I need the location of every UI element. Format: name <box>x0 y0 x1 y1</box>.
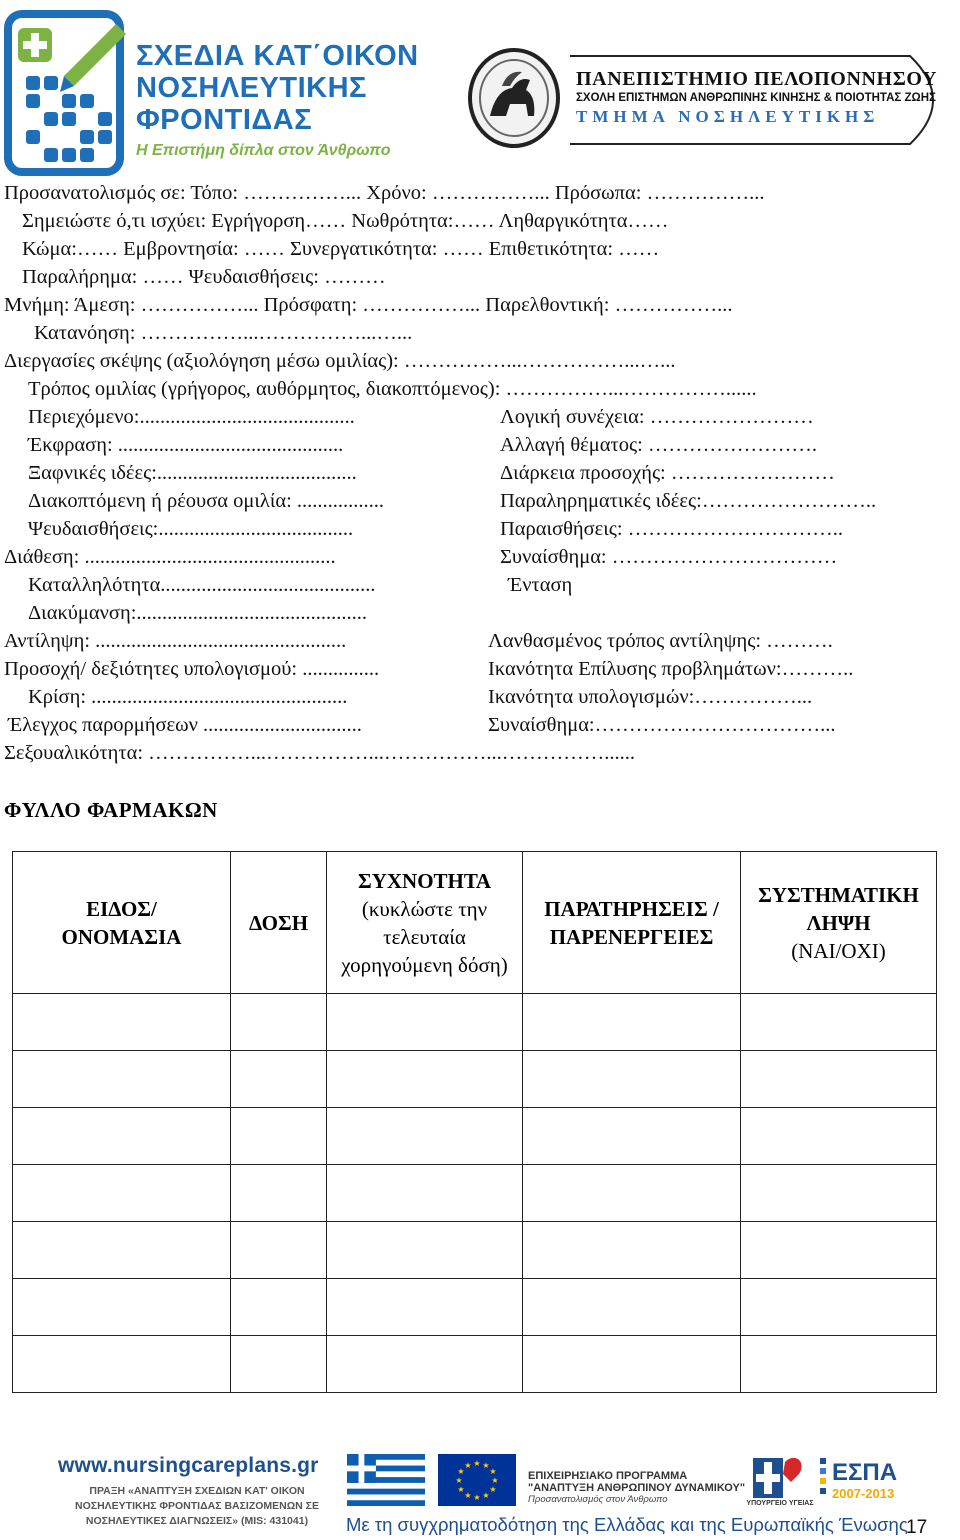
footer-project: ΠΡΑΞΗ «ΑΝΑΠΤΥΞΗ ΣΧΕΔΙΩΝ ΚΑΤ' ΟΙΚΟΝ ΝΟΣΗΛΕΥΤΙΚΗΣ ΦΡΟΝΤΙΔΑΣ ΒΑΣΙΖΟΜΕΝΩΝ ΣΕ ΝΟΣΗΛΕΥΤΙΚΕΣ ΔΙΑΓΝΩΣΕΙΣ» (MIS: 431041) <box>75 1485 319 1527</box>
appropriateness-field: Καταλληλότητα.......................................... <box>28 574 376 596</box>
table-cell[interactable] <box>523 994 741 1051</box>
speech-flow-field: Διακοπτόμενη ή ρέουσα ομιλία: ................. <box>28 490 385 512</box>
consciousness-line-2: Κώμα:…… Εμβροντησία: …… Συνεργατικότητα: …… Επιθετικότητα: …… <box>22 238 660 260</box>
table-cell[interactable] <box>327 1279 523 1336</box>
table-cell[interactable] <box>13 1051 231 1108</box>
table-cell[interactable] <box>741 994 937 1051</box>
table-cell[interactable] <box>741 1336 937 1393</box>
misperception-field: Λανθασμένος τρόπος αντίληψης: ………. <box>488 630 833 652</box>
col-header-regular-intake-note: (ΝΑΙ/ΟΧΙ) <box>791 938 886 963</box>
impulse-control-field: Έλεγχος παρορμήσεων ............................... <box>8 714 362 736</box>
table-header-row <box>13 852 937 994</box>
university-department: ΤΜΗΜΑ ΝΟΣΗΛΕΥΤΙΚΗΣ <box>576 107 880 126</box>
topic-change-field: Αλλαγή θέματος: ……………………. <box>500 434 818 456</box>
table-row <box>13 1051 937 1108</box>
col-header-frequency-note: (κυκλώστε την τελευταία χορηγούμενη δόση) <box>341 896 508 977</box>
table-cell[interactable] <box>523 1108 741 1165</box>
espa-years: 2007-2013 <box>832 1486 895 1501</box>
table-cell[interactable] <box>231 1108 327 1165</box>
speech-line: Τρόπος ομιλίας (γρήγορος, αυθόρμητος, διακοπτόμενος): ……………...……………...... <box>28 378 757 400</box>
comprehension-line: Κατανόηση: ……………...……………...…... <box>34 322 413 344</box>
footer-cofunding: Με τη συγχρηματοδότηση της Ελλάδας και της Ευρωπαϊκής Ένωσης <box>346 1514 908 1535</box>
table-row <box>13 1336 937 1393</box>
espa-title: ΕΣΠΑ <box>832 1459 898 1486</box>
svg-text:★: ★ <box>489 1467 497 1476</box>
university-school: ΣΧΟΛΗ ΕΠΙΣΤΗΜΩΝ ΑΝΘΡΩΠΙΝΗΣ ΚΙΝΗΣΗΣ & ΠΟΙΟΤΗΤΑΣ ΖΩΗΣ <box>576 92 936 104</box>
consciousness-line: Σημειώστε ό,τι ισχύει: Εγρήγορση…… Νωθρότητα:…… Ληθαργικότητα…… <box>22 210 669 232</box>
footer-programme <box>528 1470 745 1506</box>
table-cell[interactable] <box>327 1336 523 1393</box>
table-cell[interactable] <box>231 994 327 1051</box>
problem-solving-field: Ικανότητα Επίλυσης προβλημάτων:……….. <box>488 658 854 680</box>
university-name: ΠΑΝΕΠΙΣΤΗΜΙΟ ΠΕΛΟΠΟΝΝΗΣΟΥ <box>576 68 938 90</box>
table-cell[interactable] <box>327 994 523 1051</box>
table-cell[interactable] <box>327 1108 523 1165</box>
orientation-line: Προσανατολισμός σε: Τόπο: ……………... Χρόνο: ……………... Πρόσωπα: ……………... <box>4 182 765 204</box>
table-row <box>13 1222 937 1279</box>
table-cell[interactable] <box>741 1051 937 1108</box>
fluctuation-field: Διακύμανση:............................................. <box>28 602 368 624</box>
table-cell[interactable] <box>741 1279 937 1336</box>
svg-text:★: ★ <box>491 1476 499 1485</box>
university-block <box>576 68 956 128</box>
affect-field: Συναίσθημα: …………………………… <box>500 546 838 568</box>
hallucinations-field: Ψευδαισθήσεις:...................................... <box>28 518 354 540</box>
brand-title-line-1: ΣΧΕΔΙΑ ΚΑΤ΄ΟΙΚΟΝ <box>136 40 419 72</box>
table-cell[interactable] <box>13 1279 231 1336</box>
table-cell[interactable] <box>523 1222 741 1279</box>
memory-line: Μνήμη: Άμεση: ……………... Πρόσφατη: ……………... Παρελθοντική: ……………... <box>4 294 733 316</box>
brand-block <box>136 40 436 160</box>
judgement-field: Κρίση: .................................................. <box>28 686 348 708</box>
page-number: 17 <box>906 1517 928 1538</box>
col-header-frequency <box>327 852 523 994</box>
thought-process-line: Διεργασίες σκέψης (αξιολόγηση μέσω ομιλίας): ……………...……………...…... <box>4 350 676 372</box>
ministry-label: ΥΠΟΥΡΓΕΙΟ ΥΓΕΙΑΣ <box>746 1500 814 1507</box>
col-header-observations-line-2: ΠΑΡΕΝΕΡΓΕΙΕΣ <box>549 924 714 949</box>
footer-website: www.nursingcareplans.gr <box>58 1454 319 1477</box>
footer-programme-line-3: Προσανατολισμός στον Άνθρωπο <box>528 1494 668 1505</box>
svg-text:★: ★ <box>482 1491 490 1500</box>
sudden-ideas-field: Ξαφνικές ιδέες:....................................... <box>28 462 357 484</box>
home-nursing-logo <box>4 6 134 178</box>
svg-text:★: ★ <box>457 1467 465 1476</box>
brand-tagline: Η Επιστήμη δίπλα στον Άνθρωπο <box>136 142 391 159</box>
table-cell[interactable] <box>231 1336 327 1393</box>
table-cell[interactable] <box>327 1165 523 1222</box>
table-cell[interactable] <box>327 1222 523 1279</box>
table-row <box>13 1108 937 1165</box>
illusions-field: Παραισθήσεις: ………………………….. <box>500 518 843 540</box>
table-cell[interactable] <box>13 1222 231 1279</box>
university-emblem-icon <box>466 46 562 150</box>
col-header-observations-line-1: ΠΑΡΑΤΗΡΗΣΕΙΣ / <box>544 896 719 921</box>
svg-text:★: ★ <box>489 1485 497 1494</box>
table-cell[interactable] <box>231 1165 327 1222</box>
table-row <box>13 1165 937 1222</box>
col-header-observations <box>523 852 741 994</box>
content-field: Περιεχόμενο:.......................................... <box>28 406 355 428</box>
table-cell[interactable] <box>741 1165 937 1222</box>
perception-field: Αντίληψη: ................................................. <box>4 630 347 652</box>
footer-programme-line-1: ΕΠΙΧΕΙΡΗΣΙΑΚΟ ΠΡΟΓΡΑΜΜΑ <box>528 1470 688 1482</box>
table-cell[interactable] <box>13 1336 231 1393</box>
col-header-frequency-label: ΣΥΧΝΟΤΗΤΑ <box>357 868 492 893</box>
sexuality-line: Σεξουαλικότητα: ……………...……………...……………...……………...... <box>4 742 636 764</box>
table-cell[interactable] <box>523 1279 741 1336</box>
table-cell[interactable] <box>231 1051 327 1108</box>
table-cell[interactable] <box>523 1165 741 1222</box>
col-header-regular-intake-label: ΣΥΣΤΗΜΑΤΙΚΗ ΛΗΨΗ <box>758 882 919 935</box>
footer-programme-line-2: "ΑΝΑΠΤΥΞΗ ΑΝΘΡΩΠΙΝΟΥ ΔΥΝΑΜΙΚΟΥ" <box>528 1482 746 1494</box>
svg-text:★: ★ <box>455 1476 463 1485</box>
emotion-field: Συναίσθημα:……………………………... <box>488 714 836 736</box>
svg-text:★: ★ <box>457 1485 465 1494</box>
calculation-ability-field: Ικανότητα υπολογισμών:……………... <box>488 686 813 708</box>
greek-flag-icon <box>347 1454 425 1506</box>
svg-text:★: ★ <box>473 1493 481 1502</box>
eu-flag-icon <box>438 1454 516 1506</box>
mood-field: Διάθεση: ................................................. <box>4 546 336 568</box>
section-title: ΦΥΛΛΟ ΦΑΡΜΑΚΩΝ <box>4 798 218 822</box>
delusional-ideas-field: Παραληρηματικές ιδέες:…………………….. <box>500 490 877 512</box>
col-header-name-line-2: ΟΝΟΜΑΣΙΑ <box>61 924 182 949</box>
medication-table <box>12 851 937 1393</box>
table-cell[interactable] <box>741 1108 937 1165</box>
col-header-name-line-1: ΕΙΔΟΣ/ <box>86 896 157 921</box>
svg-text:★: ★ <box>464 1491 472 1500</box>
logical-continuity-field: Λογική συνέχεια: …………………… <box>500 406 814 428</box>
table-cell[interactable] <box>523 1051 741 1108</box>
brand-title-line-2: ΝΟΣΗΛΕΥΤΙΚΗΣ <box>136 72 367 104</box>
brand-title-line-3: ΦΡΟΝΤΙΔΑΣ <box>136 104 313 136</box>
attention-calculation-field: Προσοχή/ δεξιότητες υπολογισμού: ............... <box>4 658 380 680</box>
delirium-line: Παραλήρημα: …… Ψευδαισθήσεις: ……… <box>22 266 386 288</box>
expression-field: Έκφραση: ............................................ <box>28 434 344 456</box>
attention-span-field: Διάρκεια προσοχής: …………………… <box>500 462 835 484</box>
svg-text:★: ★ <box>464 1461 472 1470</box>
table-cell[interactable] <box>231 1222 327 1279</box>
table-row <box>13 994 937 1051</box>
table-cell[interactable] <box>741 1222 937 1279</box>
table-cell[interactable] <box>13 1165 231 1222</box>
col-header-dose-label: ΔΟΣΗ <box>248 910 309 935</box>
col-header-regular-intake <box>741 852 937 994</box>
svg-text:★: ★ <box>473 1459 481 1468</box>
table-cell[interactable] <box>13 1108 231 1165</box>
col-header-dose <box>231 852 327 994</box>
table-cell[interactable] <box>13 994 231 1051</box>
table-cell[interactable] <box>231 1279 327 1336</box>
table-cell[interactable] <box>523 1336 741 1393</box>
espa-logo <box>818 1454 914 1508</box>
table-cell[interactable] <box>327 1051 523 1108</box>
col-header-name <box>13 852 231 994</box>
svg-text:★: ★ <box>482 1461 490 1470</box>
intensity-field: Ένταση <box>508 574 573 596</box>
table-row <box>13 1279 937 1336</box>
